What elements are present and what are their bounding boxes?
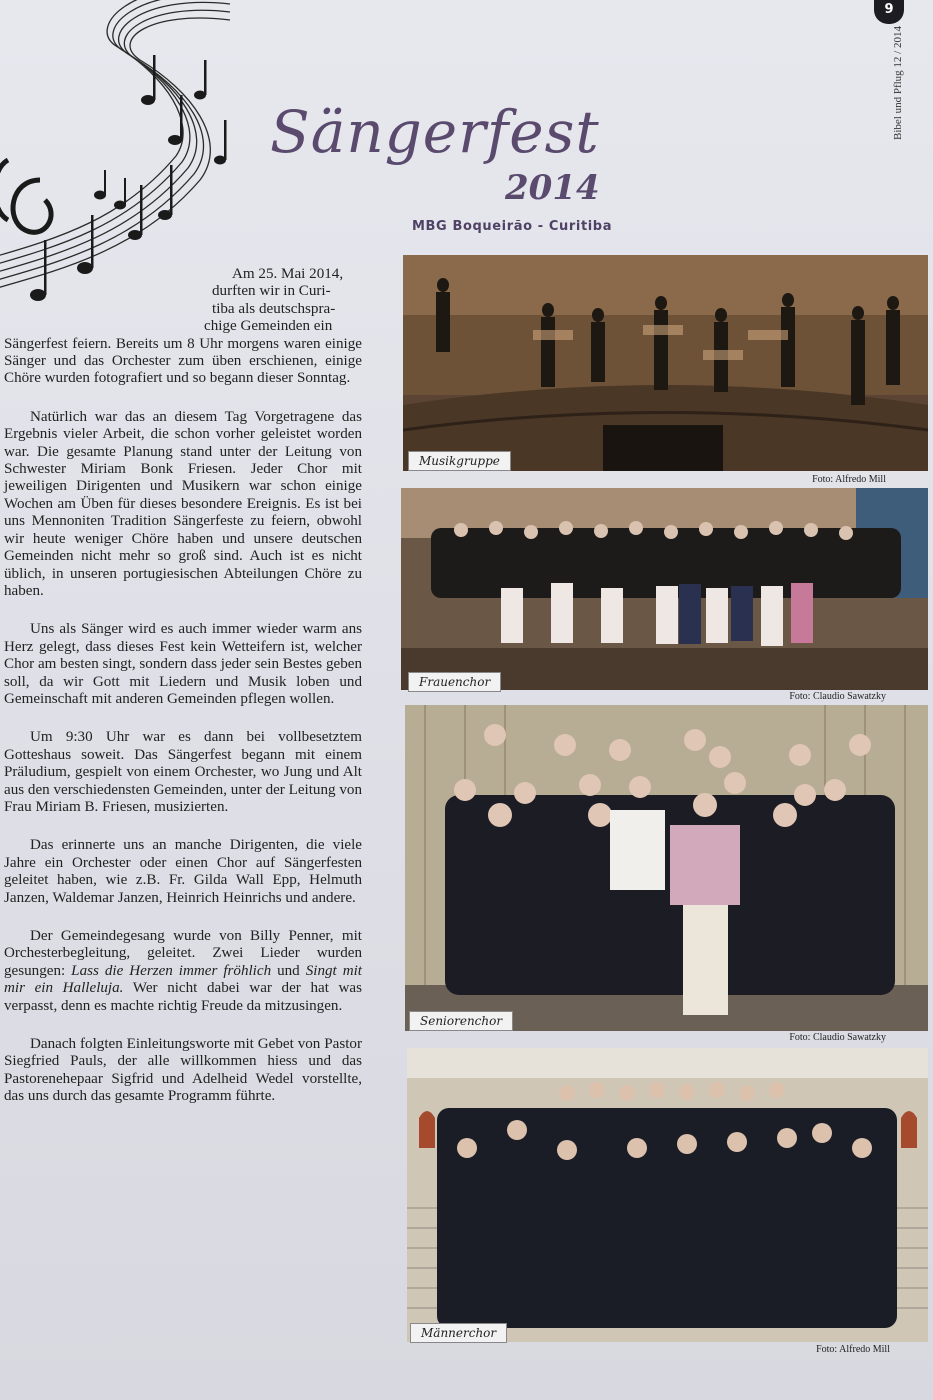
running-head: Bibel und Pflug 12 / 2014 [892,26,904,140]
caption-musikgruppe: Musikgruppe [408,451,511,471]
photo-maennerchor [407,1048,928,1342]
caption-frauenchor: Frauenchor [408,672,501,692]
paragraph-2: Natürlich war das an diesem Tag Vorgetragene das Ergebnis vieler Arbeit, die schon vorher geleistet worden war. Die gesamte Planung stand unter der Leitung von Schwester Miriam Bonk Friesen. Jeder Chor mit jeweiligen Dirigenten und Musikern war schon einige Wochen am Üben für dieses besondere Ereignis. Es ist bei uns Mennoniten Tradition Sängerfeste zu feiern, obwohl wir heute weniger Chöre haben und unsere deutschen Gemeinden nicht mehr so groß sind. Auch ist es nicht üblich, in unseren portugiesischen Abteilungen Chöre zu haben. [4,408,362,599]
photo-musikgruppe [403,255,928,471]
intro-line-2: durften wir in Curi- [212,283,331,300]
credit-frauenchor: Foto: Claudio Sawatzky [789,691,886,702]
paragraph-5: Das erinnerte uns an manche Dirigenten, die viele Jahre ein Orchester oder einen Chor auf Sängerfesten geleitet haben, wie z.B. Fr. Gilda Wall Epp, Helmuth Janzen, Waldemar Janzen, Heinrich Heinrichs und andere. [4,837,362,906]
credit-musikgruppe: Foto: Alfredo Mill [812,474,886,485]
article-year: 2014 [505,168,600,208]
article-title: Sängerfest [270,98,600,166]
paragraph-3: Uns als Sänger wird es auch immer wieder warm ans Herz gelegt, dass dieses Fest kein Wetteifern ist, welcher Chor am besten singt, sondern dass jeder sein Bestes geben soll, da wir Gott mit Liedern und Musik loben und Gemeinschaft mit anderen Gemeinden pflegen wollen. [4,621,362,707]
caption-seniorenchor: Seniorenchor [409,1011,513,1031]
photo-seniorenchor [405,705,928,1031]
article-intro [4,266,362,336]
paragraph-1: Sängerfest feiern. Bereits um 8 Uhr morgens waren einige Sänger und das Orchester zum üben erschienen, einige Chöre wurden fotografiert und so begann dieser Sonntag. [4,335,362,387]
p6-text-a: Der Gemeindegesang wurde von Billy Penner, mit Orchesterbegleitung, geleitet. Zwei Lieder wurden gesungen: [4,928,362,979]
caption-maennerchor: Männerchor [410,1323,507,1343]
photo-frauenchor [401,488,928,690]
page-number: 9 [874,0,904,24]
song-title-1: Lass die Herzen immer fröhlich [71,962,272,979]
paragraph-4: Um 9:30 Uhr war es dann bei vollbesetztem Gotteshaus soweit. Das Sängerfest begann mit einem Präludium, gespielt von einem Orchester, wo Jung und Alt aus den verschiedensten Gemeinden, unter der Leitung von Frau Miriam B. Friesen, musizierten. [4,729,362,815]
intro-line-1: Am 25. Mai 2014, [232,266,344,282]
credit-seniorenchor: Foto: Claudio Sawatzky [789,1032,886,1043]
p6-text-b: und [271,962,306,979]
intro-line-3: tiba als deutschspra- [212,300,336,317]
paragraph-6 [4,928,362,1015]
credit-maennerchor: Foto: Alfredo Mill [816,1344,890,1355]
p6-text-c: Wer nicht dabei war der hat was verpasst, denn es machte richtig Freude da mitzusingen. [4,980,362,1014]
article-subtitle: MBG Boqueirão - Curitiba [412,219,613,234]
song-title-2: Singt mit mir ein Halleluja. [4,962,362,997]
article-body [4,266,362,1127]
intro-line-4: chige Gemeinden ein [204,318,333,335]
paragraph-7: Danach folgten Einleitungsworte mit Gebet von Pastor Siegfried Pauls, der alle willkommen hiess und das Pastorenehepaar Sigfrid und Adelheid Wedel vorstellte, das uns durch das gesamte Programm führte. [4,1036,362,1105]
